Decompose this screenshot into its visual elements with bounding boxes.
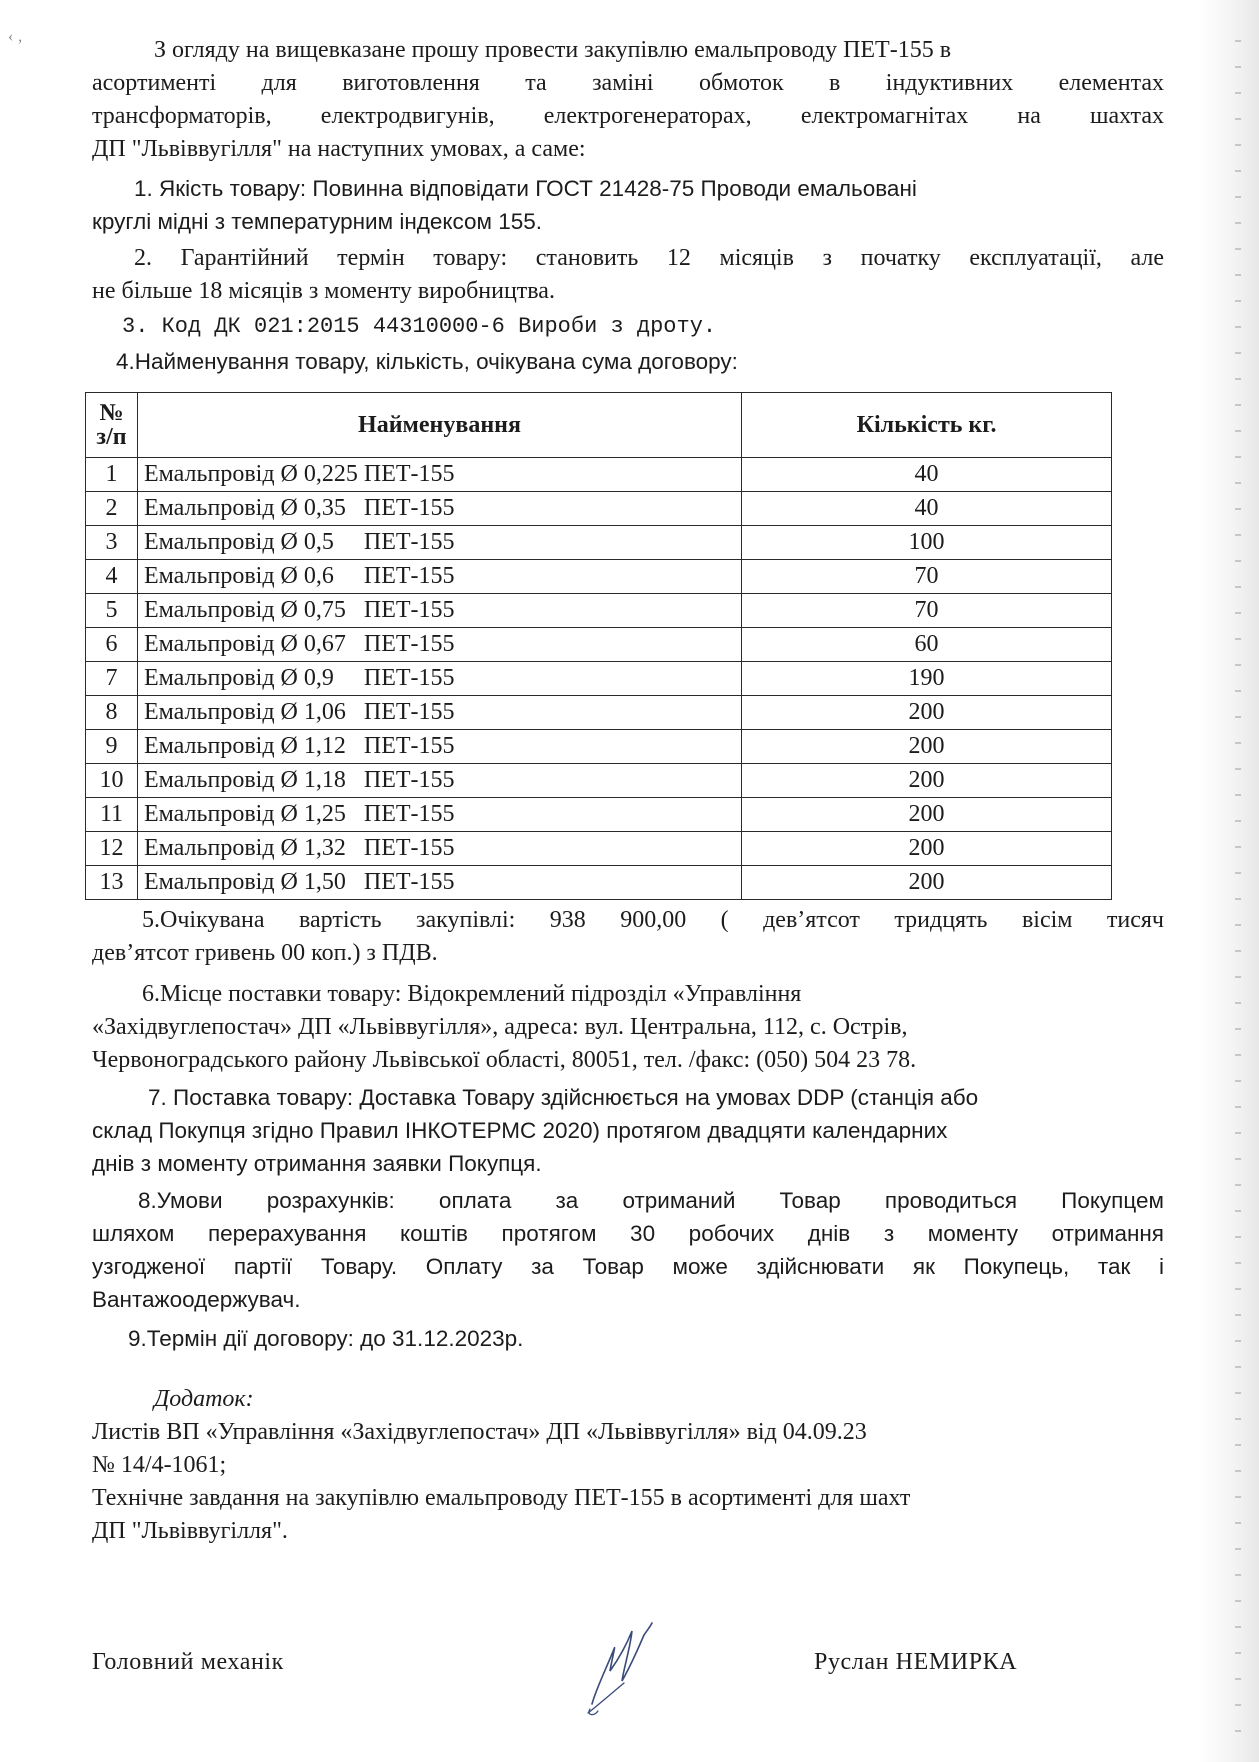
table-row bbox=[86, 628, 1112, 662]
addendum-line: ДП "Львіввугілля". bbox=[92, 1518, 288, 1544]
cell-qty: 200 bbox=[742, 764, 1112, 798]
table-row bbox=[86, 832, 1112, 866]
item-3-code: 3. Код ДК 021:2015 44310000-6 Вироби з дроту. bbox=[122, 314, 717, 339]
table-row bbox=[86, 730, 1112, 764]
cell-no: 8 bbox=[86, 696, 138, 730]
cell-qty: 200 bbox=[742, 730, 1112, 764]
cell-name: Емальпровід Ø 1,32 ПЕТ-155 bbox=[138, 832, 742, 866]
intro-line: асортименті для виготовлення та заміні обмоток в індуктивних елементах bbox=[92, 70, 1164, 96]
item-line: 6.Місце поставки товару: Відокремлений підрозділ «Управління bbox=[142, 981, 802, 1007]
item-line: Вантажоодержувач. bbox=[92, 1287, 301, 1312]
cell-no: 5 bbox=[86, 594, 138, 628]
cell-no: 13 bbox=[86, 866, 138, 900]
item-line: 2. Гарантійний термін товару: становить 12 місяців з початку експлуатації, але bbox=[134, 245, 1164, 271]
cell-qty: 40 bbox=[742, 492, 1112, 526]
addendum-line: № 14/4-1061; bbox=[92, 1452, 227, 1478]
item-line: склад Покупця згідно Правил ІНКОТЕРМС 2020) протягом двадцяти календарних bbox=[92, 1118, 948, 1143]
cell-no: 10 bbox=[86, 764, 138, 798]
item-7-delivery bbox=[92, 1081, 1164, 1180]
item-4-heading: 4.Найменування товару, кількість, очікувана сума договору: bbox=[116, 349, 738, 374]
table-row bbox=[86, 866, 1112, 900]
items-table bbox=[85, 392, 1112, 900]
scan-corner-marks: ‹ ‚ bbox=[8, 28, 23, 45]
intro-paragraph bbox=[92, 34, 1164, 166]
table-row bbox=[86, 492, 1112, 526]
cell-qty: 190 bbox=[742, 662, 1112, 696]
addendum-body bbox=[92, 1416, 1164, 1548]
cell-name: Емальпровід Ø 0,35 ПЕТ-155 bbox=[138, 492, 742, 526]
cell-name: Емальпровід Ø 0,5 ПЕТ-155 bbox=[138, 526, 742, 560]
handwritten-signature bbox=[562, 1609, 672, 1729]
cell-name: Емальпровід Ø 1,06 ПЕТ-155 bbox=[138, 696, 742, 730]
cell-name: Емальпровід Ø 0,67 ПЕТ-155 bbox=[138, 628, 742, 662]
table-row bbox=[86, 662, 1112, 696]
cell-qty: 100 bbox=[742, 526, 1112, 560]
cell-no: 3 bbox=[86, 526, 138, 560]
cell-no: 1 bbox=[86, 458, 138, 492]
header-qty: Кількість кг. bbox=[742, 393, 1112, 458]
item-2-warranty bbox=[92, 242, 1164, 308]
cell-no: 7 bbox=[86, 662, 138, 696]
item-line: 1. Якість товару: Повинна відповідати ГОСТ 21428-75 Проводи емальовані bbox=[134, 176, 917, 201]
item-8-payment bbox=[92, 1184, 1164, 1316]
item-line: узгодженої партії Товару. Оплату за Товар може здійснювати як Покупець, так і bbox=[92, 1254, 1164, 1279]
item-line: дев’ятсот гривень 00 коп.) з ПДВ. bbox=[92, 940, 438, 966]
cell-name: Емальпровід Ø 1,12 ПЕТ-155 bbox=[138, 730, 742, 764]
intro-line: З огляду на вищевказане прошу провести закупівлю емальпроводу ПЕТ-155 в bbox=[154, 37, 952, 63]
addendum-line: Листів ВП «Управління «Західвуглепостач» ДП «Львіввугілля» від 04.09.23 bbox=[92, 1419, 867, 1445]
item-line: Червоноградського району Львівської області, 80051, тел. /факс: (050) 504 23 78. bbox=[92, 1047, 917, 1073]
cell-no: 4 bbox=[86, 560, 138, 594]
intro-line: трансформаторів, електродвигунів, електрогенераторах, електромагнітах на шахтах bbox=[92, 103, 1164, 129]
cell-name: Емальпровід Ø 0,225 ПЕТ-155 bbox=[138, 458, 742, 492]
scan-edge-marks bbox=[1235, 40, 1241, 1740]
cell-qty: 200 bbox=[742, 866, 1112, 900]
cell-qty: 200 bbox=[742, 798, 1112, 832]
table-row bbox=[86, 560, 1112, 594]
cell-name: Емальпровід Ø 0,6 ПЕТ-155 bbox=[138, 560, 742, 594]
cell-qty: 70 bbox=[742, 594, 1112, 628]
intro-line: ДП "Львіввугілля" на наступних умовах, а саме: bbox=[92, 136, 586, 162]
item-line: 7. Поставка товару: Доставка Товару здійснюється на умовах DDP (станція або bbox=[148, 1085, 979, 1110]
item-line: шляхом перерахування коштів протягом 30 робочих днів з моменту отримання bbox=[92, 1221, 1164, 1246]
cell-no: 12 bbox=[86, 832, 138, 866]
cell-qty: 200 bbox=[742, 832, 1112, 866]
cell-name: Емальпровід Ø 0,9 ПЕТ-155 bbox=[138, 662, 742, 696]
table-row bbox=[86, 798, 1112, 832]
header-no: № з/п bbox=[86, 393, 138, 458]
table-row bbox=[86, 594, 1112, 628]
cell-name: Емальпровід Ø 1,50 ПЕТ-155 bbox=[138, 866, 742, 900]
item-line: 8.Умови розрахунків: оплата за отриманий Товар проводиться Покупцем bbox=[138, 1188, 1164, 1213]
item-line: 5.Очікувана вартість закупівлі: 938 900,00 ( дев’ятсот тридцять вісім тисяч bbox=[142, 907, 1164, 933]
signer-position: Головний механік bbox=[92, 1649, 284, 1675]
cell-qty: 60 bbox=[742, 628, 1112, 662]
item-line: «Західвуглепостач» ДП «Львіввугілля», адреса: вул. Центральна, 112, с. Острів, bbox=[92, 1014, 908, 1040]
table-row bbox=[86, 458, 1112, 492]
table-row bbox=[86, 696, 1112, 730]
signature-block bbox=[92, 1633, 1072, 1743]
item-line: не більше 18 місяців з моменту виробництва. bbox=[92, 278, 555, 304]
cell-name: Емальпровід Ø 1,18 ПЕТ-155 bbox=[138, 764, 742, 798]
table-row bbox=[86, 526, 1112, 560]
cell-no: 11 bbox=[86, 798, 138, 832]
addendum-line: Технічне завдання на закупівлю емальпроводу ПЕТ-155 в асортименті для шахт bbox=[92, 1485, 911, 1511]
cell-no: 9 bbox=[86, 730, 138, 764]
cell-no: 2 bbox=[86, 492, 138, 526]
cell-name: Емальпровід Ø 0,75 ПЕТ-155 bbox=[138, 594, 742, 628]
item-5-cost bbox=[92, 904, 1164, 970]
table-header-row bbox=[86, 393, 1112, 458]
cell-qty: 40 bbox=[742, 458, 1112, 492]
cell-no: 6 bbox=[86, 628, 138, 662]
item-1-quality bbox=[92, 172, 1164, 238]
item-line: днів з моменту отримання заявки Покупця. bbox=[92, 1151, 542, 1176]
cell-name: Емальпровід Ø 1,25 ПЕТ-155 bbox=[138, 798, 742, 832]
item-9-term: 9.Термін дії договору: до 31.12.2023р. bbox=[128, 1326, 524, 1351]
cell-qty: 70 bbox=[742, 560, 1112, 594]
addendum-title: Додаток: bbox=[154, 1386, 254, 1412]
signer-name: Руслан НЕМИРКА bbox=[814, 1649, 1018, 1675]
table-row bbox=[86, 764, 1112, 798]
item-6-delivery-place bbox=[92, 978, 1164, 1077]
header-name: Найменування bbox=[138, 393, 742, 458]
item-line: круглі мідні з температурним індексом 155. bbox=[92, 209, 543, 234]
cell-qty: 200 bbox=[742, 696, 1112, 730]
scan-edge-shadow bbox=[1199, 0, 1259, 1762]
document-body bbox=[92, 34, 1164, 1548]
